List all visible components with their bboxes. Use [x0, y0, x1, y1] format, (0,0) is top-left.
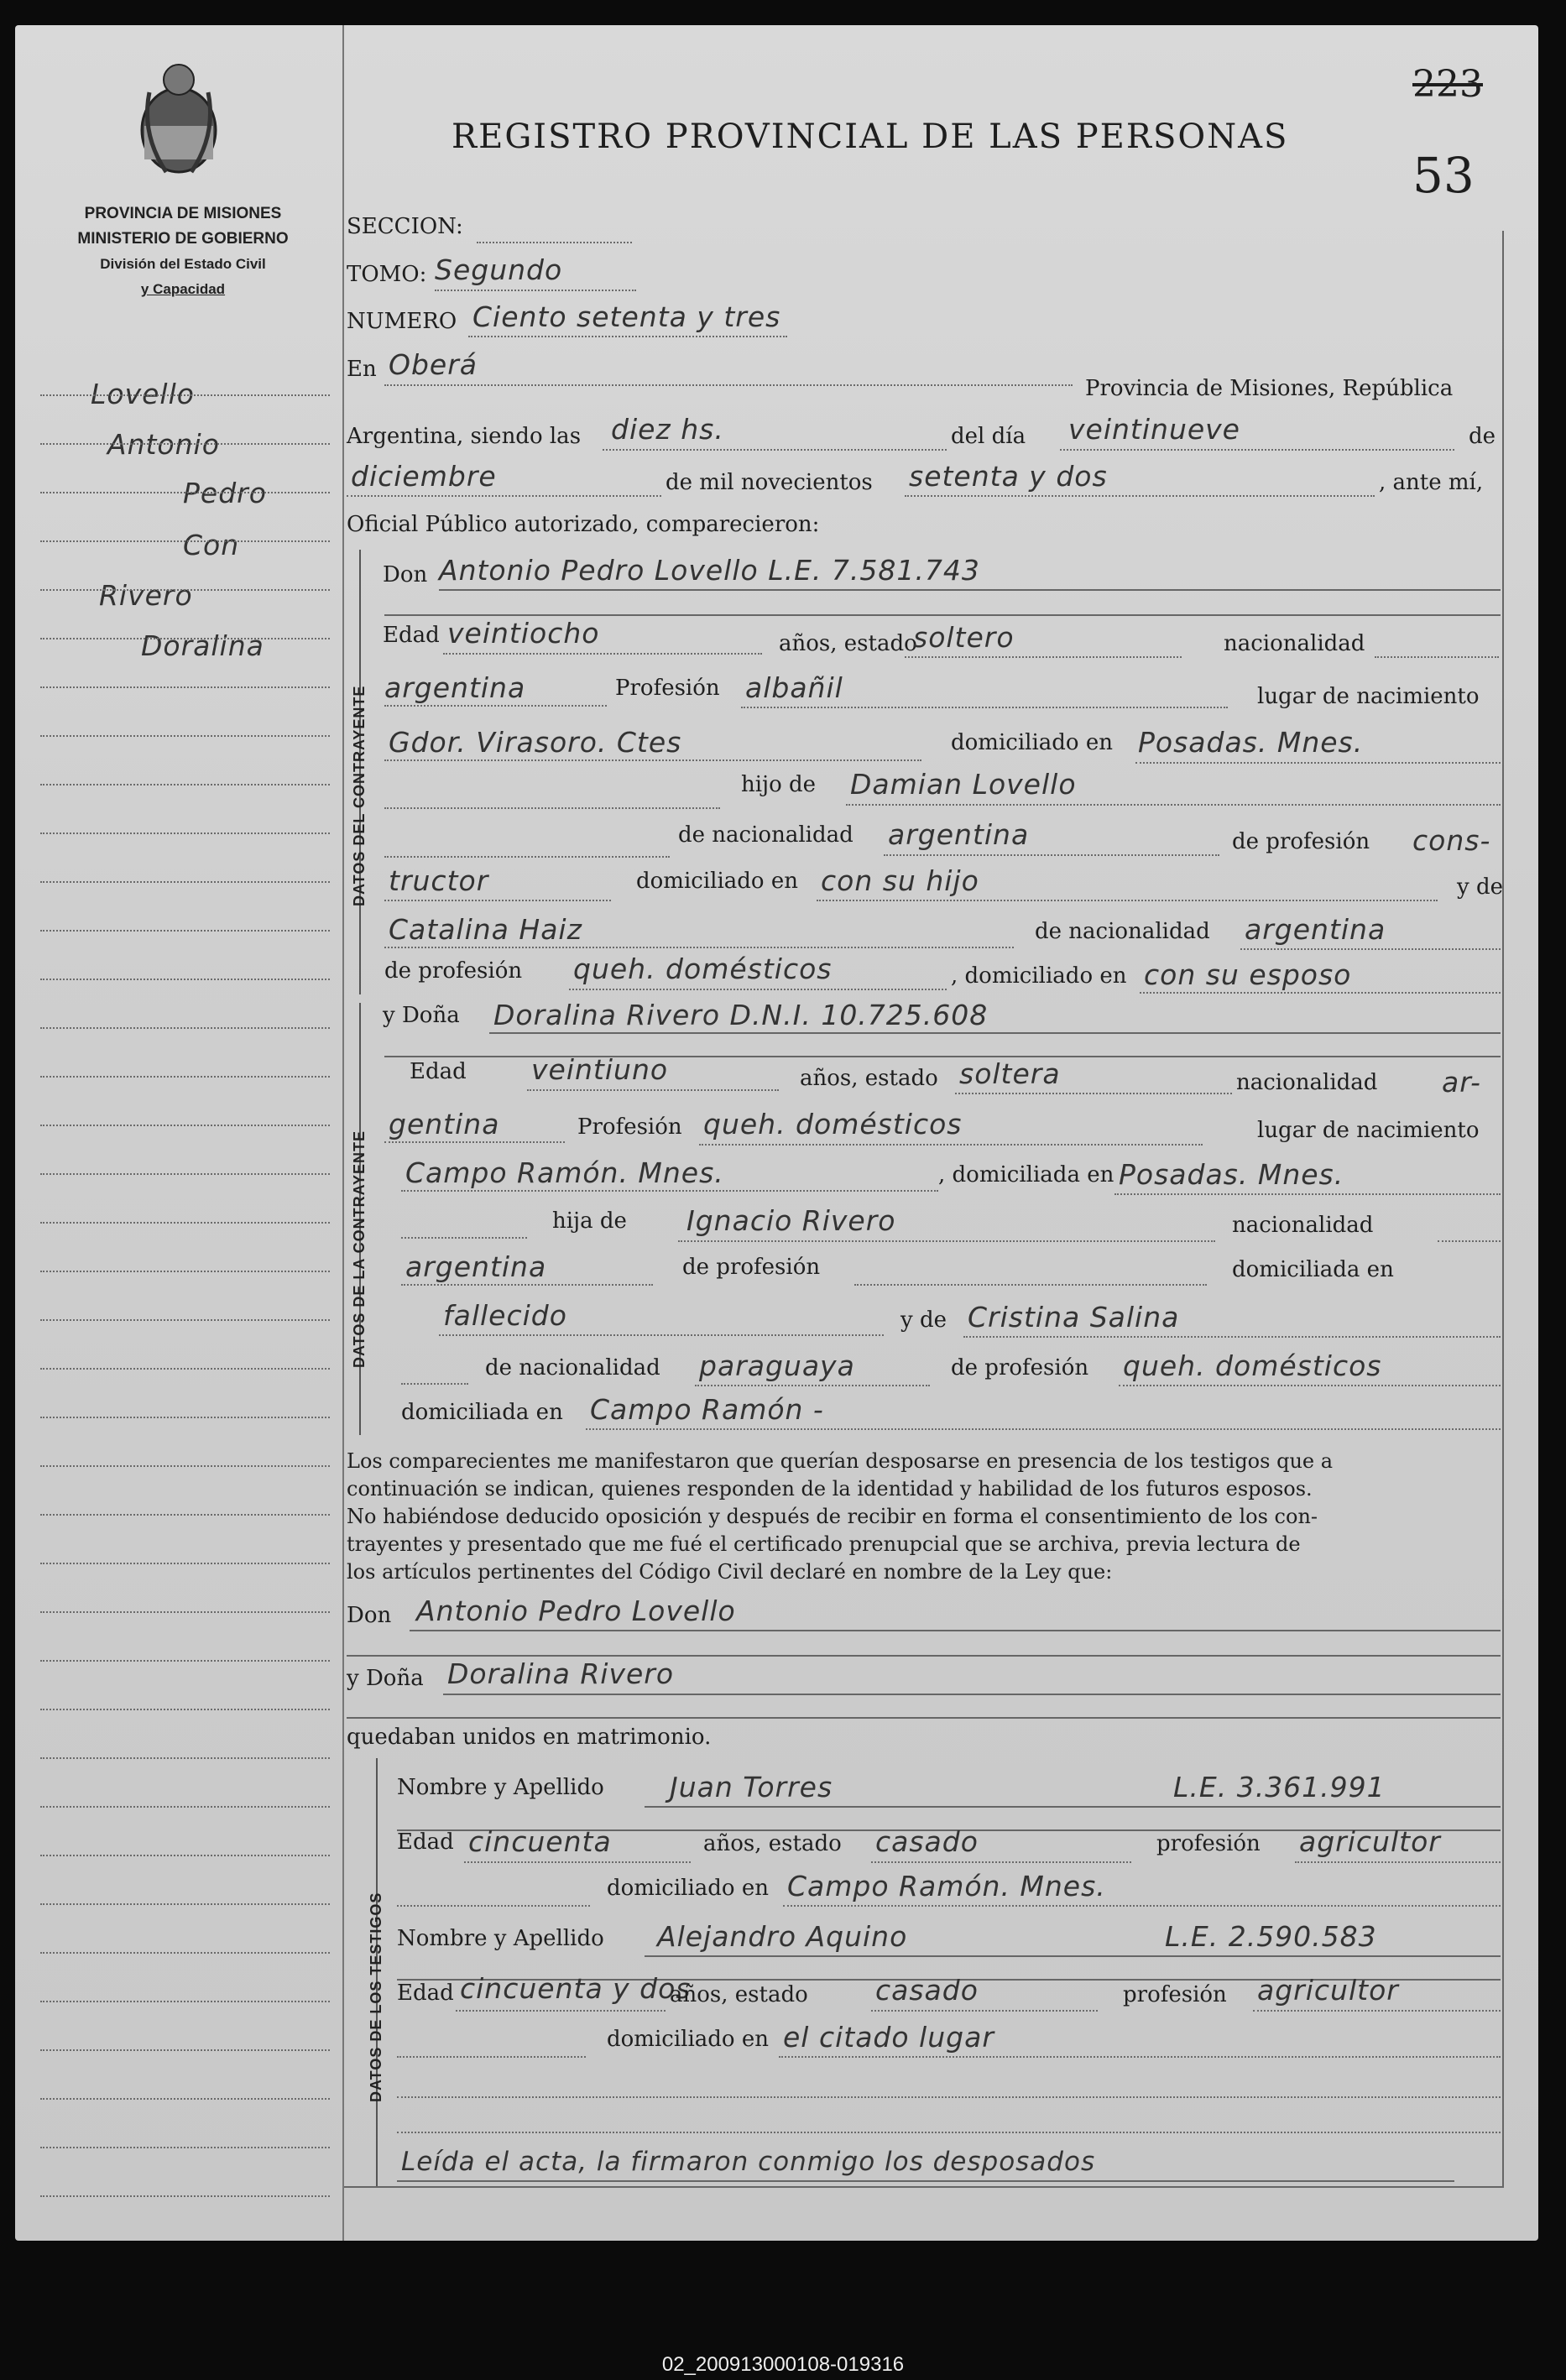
numero-label: NUMERO [347, 309, 457, 334]
y-de-2-label: y de [900, 1307, 947, 1333]
scan-id-footer: 02_200913000108-019316 [661, 2353, 905, 2376]
estado-2-value: soltera [959, 1057, 1061, 1090]
margin-guide-line [40, 540, 330, 542]
t2-nombre-label: Nombre y Apellido [397, 1926, 604, 1951]
profesion-label: Profesión [615, 676, 720, 701]
margin-name-1: Lovello [91, 378, 195, 410]
mes-value: diciembre [351, 460, 497, 493]
margin-guide-line [40, 1027, 330, 1029]
t1-estado-label: años, estado [703, 1831, 842, 1856]
t2-documento: L.E. 2.590.583 [1165, 1920, 1377, 1953]
page-title: REGISTRO PROVINCIAL DE LAS PERSONAS [452, 117, 1289, 156]
anio-value: setenta y dos [909, 460, 1108, 493]
margin-guide-line [40, 589, 330, 591]
folio-number: 53 [1412, 147, 1475, 204]
margin-name-5: Rivero [99, 579, 193, 612]
margin-guide-line [40, 2147, 330, 2148]
division-name: División del Estado Civil [100, 256, 266, 272]
lugar-value: Gdor. Virasoro. Ctes [389, 726, 682, 759]
contrayente-name: Antonio Pedro Lovello L.E. 7.581.743 [439, 554, 980, 587]
nacionalidad-2-value-2: gentina [389, 1108, 500, 1140]
madre-2-name: Cristina Salina [968, 1301, 1180, 1334]
madre-nacionalidad-label: de nacionalidad [1035, 919, 1210, 944]
t1-domicilio: Campo Ramón. Mnes. [787, 1870, 1106, 1902]
margin-guide-line [40, 1514, 330, 1516]
margin-guide-line [40, 638, 330, 639]
union-don-name: Antonio Pedro Lovello [416, 1594, 736, 1627]
t1-nombre-label: Nombre y Apellido [397, 1775, 604, 1800]
declaration-line-3: No habiéndose deducido oposición y después de recibir en forma el consentimiento de los con- [347, 1505, 1318, 1528]
margin-guide-line [40, 1319, 330, 1321]
section-label-testigos: DATOS DE LOS TESTIGOS [368, 1892, 384, 2102]
padre-2-domicilio: fallecido [443, 1299, 567, 1332]
t2-edad: cincuenta y dos [460, 1972, 692, 2005]
margin-guide-line [40, 1806, 330, 1808]
t2-nombre: Alejandro Aquino [657, 1920, 908, 1953]
margin-guide-line [40, 1855, 330, 1856]
margin-guide-line [40, 1222, 330, 1224]
padre-name: Damian Lovello [850, 768, 1077, 801]
madre-2-domicilio-label: domiciliada en [401, 1400, 563, 1425]
lugar-2-value: Campo Ramón. Mnes. [405, 1156, 724, 1189]
declaration-line-5: los artículos pertinentes del Código Civil declaré en nombre de la Ley que: [347, 1560, 1113, 1584]
domiciliada-2-label: , domiciliada en [938, 1162, 1114, 1187]
seccion-label: SECCION: [347, 214, 463, 239]
registry-page [15, 25, 1538, 2241]
provincia-text: Provincia de Misiones, República [1085, 376, 1454, 401]
margin-guide-line [40, 443, 330, 445]
madre-profesion-label: de profesión [384, 958, 523, 984]
profesion-2-value: queh. domésticos [703, 1108, 963, 1140]
padre-profesion-1: cons- [1412, 824, 1491, 857]
hijo-de-label: hijo de [741, 772, 817, 797]
margin-name-3: Pedro [183, 477, 267, 509]
padre-2-nacionalidad: argentina [405, 1250, 547, 1283]
capacidad-name: y Capacidad [140, 281, 226, 297]
margin-guide-line [40, 1952, 330, 1954]
de-nacionalidad-label: de nacionalidad [678, 822, 853, 848]
padre-domiciliado-label: domiciliado en [636, 869, 798, 894]
t1-edad: cincuenta [468, 1825, 612, 1858]
margin-guide-line [40, 1271, 330, 1272]
oficial-text: Oficial Público autorizado, comparecieron: [347, 512, 820, 537]
margin-guide-line [40, 930, 330, 932]
argentina-siendo: Argentina, siendo las [347, 424, 582, 449]
madre-2-profesion: queh. domésticos [1123, 1349, 1382, 1382]
declaration-line-1: Los comparecientes me manifestaron que querían desposarse en presencia de los testigos que a [347, 1449, 1334, 1473]
t1-nombre: Juan Torres [670, 1771, 833, 1803]
lugar-2-label: lugar de nacimiento [1257, 1118, 1480, 1143]
de-mil-label: de mil novecientos [666, 470, 873, 495]
closing-text: Leída el acta, la firmaron conmigo los desposados [401, 2147, 1096, 2177]
section-label-contrayente-2: DATOS DE LA CONTRAYENTE [351, 1130, 368, 1368]
madre-profesion: queh. domésticos [573, 953, 833, 985]
del-dia-label: del día [951, 424, 1026, 449]
margin-guide-line [40, 832, 330, 834]
margin-guide-line [40, 1709, 330, 1710]
margin-guide-line [40, 1173, 330, 1175]
margin-guide-line [40, 1368, 330, 1370]
padre-2-nacionalidad-label: nacionalidad [1232, 1213, 1374, 1238]
edad-2-value: veintiuno [531, 1053, 669, 1086]
margin-guide-line [40, 1417, 330, 1418]
t2-domiciliado-label: domiciliado en [607, 2027, 769, 2052]
madre-domicilio: con su esposo [1144, 958, 1352, 991]
margin-guide-line [40, 784, 330, 786]
y-de-label: y de [1457, 874, 1503, 900]
padre-domicilio: con su hijo [821, 864, 979, 897]
margin-name-6: Doralina [141, 629, 264, 662]
contrayente-2-name: Doralina Rivero D.N.I. 10.725.608 [493, 999, 989, 1031]
margin-guide-line [40, 492, 330, 493]
margin-guide-line [40, 2049, 330, 2051]
de-profesion-label: de profesión [1232, 829, 1370, 854]
margin-guide-line [40, 1903, 330, 1905]
anios-estado-label: años, estado [779, 631, 917, 656]
t1-documento: L.E. 3.361.991 [1173, 1771, 1386, 1803]
padre-profesion-2: tructor [389, 864, 489, 897]
margin-guide-line [40, 686, 330, 688]
dia-value: veintinueve [1068, 413, 1240, 446]
hora-value: diez hs. [611, 413, 724, 446]
edad-value: veintiocho [447, 617, 600, 650]
margin-guide-line [40, 1465, 330, 1467]
margin-guide-line [40, 394, 330, 396]
old-folio-number: 223 [1412, 63, 1483, 106]
t1-edad-label: Edad [397, 1829, 454, 1855]
coat-of-arms-icon [133, 59, 225, 176]
edad-2-label: Edad [410, 1059, 467, 1084]
padre-2-profesion-label: de profesión [682, 1255, 821, 1280]
domiciliado-label: domiciliado en [951, 730, 1113, 755]
padre-2-domiciliada-label: domiciliada en [1232, 1257, 1394, 1282]
don-label: Don [383, 562, 428, 587]
margin-guide-line [40, 1660, 330, 1662]
t2-edad-label: Edad [397, 1981, 454, 2006]
margin-guide-line [40, 735, 330, 737]
tomo-label: TOMO: [347, 262, 427, 287]
padre-2-name: Ignacio Rivero [686, 1204, 896, 1237]
madre-nacionalidad: argentina [1245, 913, 1386, 946]
t1-profesion: agricultor [1299, 1825, 1441, 1858]
domicilio-2-value: Posadas. Mnes. [1119, 1158, 1344, 1191]
section-label-contrayente: DATOS DEL CONTRAYENTE [351, 685, 368, 906]
estado-value: soltero [913, 621, 1015, 654]
hija-de-label: hija de [552, 1208, 627, 1234]
province-name: PROVINCIA DE MISIONES [84, 205, 282, 222]
madre-2-nacionalidad: paraguaya [699, 1349, 855, 1382]
lugar-label: lugar de nacimiento [1257, 684, 1480, 709]
madre-2-nacionalidad-label: de nacionalidad [485, 1355, 660, 1381]
ante-mi-label: , ante mí, [1379, 470, 1484, 495]
union-dona-name: Doralina Rivero [447, 1657, 675, 1690]
profesion-2-label: Profesión [577, 1114, 682, 1140]
margin-guide-line [40, 979, 330, 980]
t2-domicilio: el citado lugar [783, 2021, 994, 2054]
tomo-value: Segundo [435, 253, 563, 286]
madre-2-domicilio: Campo Ramón - [590, 1393, 824, 1426]
margin-guide-line [40, 1076, 330, 1078]
nacionalidad-value: argentina [384, 671, 526, 704]
numero-value: Ciento setenta y tres [472, 300, 781, 333]
quedaban-text: quedaban unidos en matrimonio. [347, 1725, 712, 1750]
union-don-label: Don [347, 1603, 392, 1628]
nacionalidad-label: nacionalidad [1224, 631, 1365, 656]
padre-nacionalidad: argentina [888, 818, 1030, 851]
left-margin-column [15, 25, 344, 2241]
t1-estado: casado [875, 1825, 979, 1858]
t2-profesion-label: profesión [1123, 1982, 1227, 2007]
margin-guide-line [40, 2098, 330, 2100]
en-value: Oberá [389, 348, 478, 381]
madre-2-profesion-label: de profesión [951, 1355, 1089, 1381]
margin-guide-line [40, 1125, 330, 1126]
edad-label: Edad [383, 623, 440, 648]
margin-guide-line [40, 2195, 330, 2197]
madre-name: Catalina Haiz [389, 913, 582, 946]
madre-domicilio-label: , domiciliado en [951, 963, 1127, 989]
declaration-line-2: continuación se indican, quienes responden de la identidad y habilidad de los futuros esposos. [347, 1477, 1313, 1501]
declaration-line-4: trayentes y presentado que me fué el certificado prenupcial que se archiva, previa lectura de [347, 1532, 1301, 1556]
t2-profesion: agricultor [1257, 1974, 1399, 2007]
declaration-paragraph [347, 1448, 1509, 1586]
t1-domiciliado-label: domiciliado en [607, 1876, 769, 1901]
de-label: de [1469, 424, 1496, 449]
profesion-value: albañil [745, 671, 843, 704]
nacionalidad-2-label: nacionalidad [1236, 1070, 1378, 1095]
t2-estado-label: años, estado [670, 1982, 808, 2007]
margin-guide-line [40, 881, 330, 883]
margin-guide-line [40, 1563, 330, 1564]
union-dona-label: y Doña [347, 1666, 424, 1691]
en-label: En [347, 357, 377, 382]
domicilio-value: Posadas. Mnes. [1138, 726, 1364, 759]
margin-guide-line [40, 1611, 330, 1613]
nacionalidad-2-value-1: ar- [1442, 1066, 1481, 1099]
ministry-name: MINISTERIO DE GOBIERNO [77, 230, 289, 248]
margin-guide-line [40, 2001, 330, 2002]
t2-estado: casado [875, 1974, 979, 2007]
anios-estado-2-label: años, estado [800, 1066, 938, 1091]
t1-profesion-label: profesión [1156, 1831, 1261, 1856]
margin-name-4: Con [183, 529, 240, 561]
margin-name-2: Antonio [107, 428, 220, 461]
dona-label: y Doña [383, 1003, 460, 1028]
margin-guide-line [40, 1757, 330, 1759]
